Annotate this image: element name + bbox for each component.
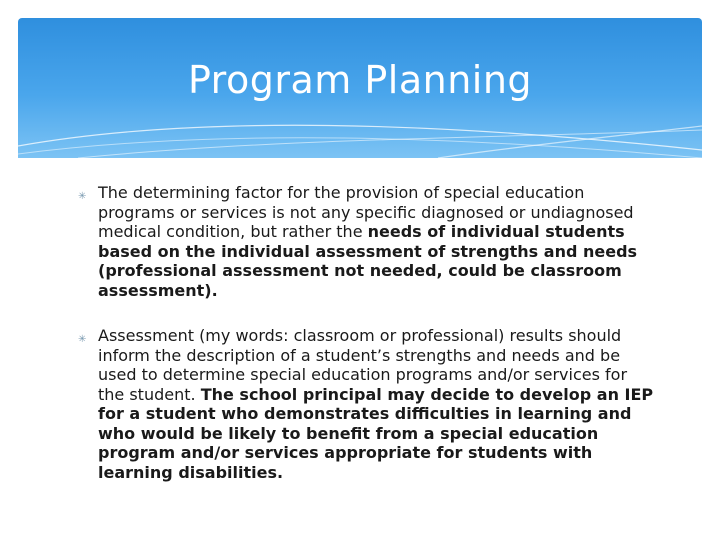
bullet-bold-text: needs of individual students based on the individual assessment of strengths and needs (professional assessment not needed, could be classroom assessment). [98,222,638,300]
bullet-list [78,183,658,482]
bullet-text: Assessment (my words: classroom or professional) results should inform the description of a student’s strengths and needs and be used to determine special education programs and/or services for the student. [98,326,628,404]
bullet-bold-text: The school principal may decide to develop an IEP for a student who demonstrates difficulties in learning and who would be likely to benefit from a special education program and/or services appropriate for students with learning disabilities. [98,384,654,482]
bullet-item [78,183,658,300]
asterisk-bullet-icon: ✳ [78,191,87,202]
slide-title: Program Planning [187,58,533,102]
bullet-item [78,326,658,482]
asterisk-bullet-icon: ✳ [78,334,87,345]
bullet-text: The determining factor for the provision of special education programs or services is not any specific diagnosed or undiagnosed medical condition, but rather the [98,183,634,241]
title-banner [18,18,702,158]
